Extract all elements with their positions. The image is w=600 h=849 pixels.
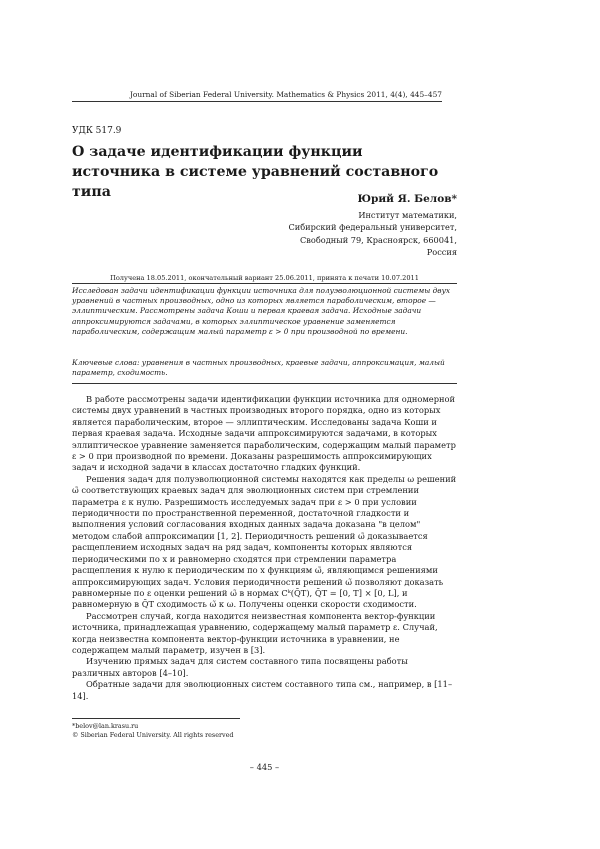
body-paragraph: Решения задач для полуэволюционной системы находятся как пределы ω решений ω̃ соответствующих краевых задач для эволюционных систем при стремлении параметра ε к нулю. Разрешимость исследуемых задач при ε > 0 при условии периодичности по пространственной переменной, достаточной гладкости и выполнения условий согласования входных данных задача доказана "в целом" методом слабой аппроксимации [1, 2]. Периодичность решений ω̃ доказывается расщеплением исходных задач на ряд задач, компоненты которых являются периодическими по x и равномерно сходятся при стремлении параметра расщепления к нулю к периодическим по x функциям ω̃, являющимся решениями аппроксимирующих задач. Условия периодичности решений ω̃ позволяют доказать равномерные по ε оценки решений ω̃ в нормах Cᵏ(Q̄T), Q̄T = [0, T] × [0, L], и равномерную в Q̄T сходимость ω̃ к ω. Получены оценки скорости сходимости. [72,473,457,610]
article-body [72,394,457,702]
body-paragraph: Рассмотрен случай, когда находится неизвестная компонента вектор-функции источника, принадлежащая уравнению, содержащему малый параметр ε. Случай, когда неизвестна компонента вектор-функции источника в уравнении, не содержащем малый параметр, изучен в [3]. [72,610,438,655]
abstract-text: Исследован задачи идентификации функции источника для полуэволюционной системы двух уравнений в частных производных, одно из которых является параболическим, второе — эллиптическим. Рассмотрены задача Коши и первая краевая задача. Исходные задачи аппроксимируются задачами, в которых эллиптическое уравнение заменяется параболическим, содержащим малый параметр ε > 0 при производной по времени. [72,286,451,336]
body-paragraph: Изучению прямых задач для систем составного типа посвящены работы различных авторов [4–10]. [72,656,408,678]
author-name: Юрий Я. Белов* [357,193,457,205]
running-head: Journal of Siberian Federal University. Mathematics & Physics 2011, 4(4), 445–457 [129,90,442,99]
author-email[interactable]: *belov@lan.krasu.ru [72,722,139,730]
copyright-notice: © Siberian Federal University. All rights reserved [72,731,234,739]
article-title: О задаче идентификации функции источника в системе уравнений составного типа [72,144,439,200]
affiliation-line: Свободный 79, Красноярск, 660041, [300,234,457,245]
abstract-top-rule [72,283,457,284]
udc-code: УДК 517.9 [72,126,122,136]
received-dates: Получена 18.05.2011, окончательный вариант 25.06.2011, принята к печати 10.07.2011 [110,274,419,282]
affiliation-line: Сибирский федеральный университет, [288,222,457,233]
footnote-rule [72,718,240,719]
body-paragraph: В работе рассмотрены задачи идентификации функции источника для одномерной системы двух уравнений в частных производных второго порядка, одно из которых является параболическим, второе — эллиптическим. Исследованы задача Коши и первая краевая задача. Исходные задачи аппроксимируются задачами, в которых эллиптическое уравнение заменяется параболическим, содержащим малый параметр ε > 0 при производной по времени. Доказаны разрешимость аппроксимирующих задач и исходной задачи в классах достаточно гладких функций. [72,394,456,473]
abstract-bottom-rule [72,383,457,384]
page-number: – 445 – [249,762,280,772]
author-affiliation [220,209,457,258]
affiliation-line: Институт математики, [358,210,457,220]
body-paragraph: Обратные задачи для эволюционных систем составного типа см., например, в [11–14]. [72,679,453,701]
footnotes [72,722,457,740]
header-rule [72,101,442,102]
affiliation-line: Россия [426,246,457,257]
keywords: Ключевые слова: уравнения в частных производных, краевые задачи, аппроксимация, малый параметр, сходимость. [72,358,445,378]
